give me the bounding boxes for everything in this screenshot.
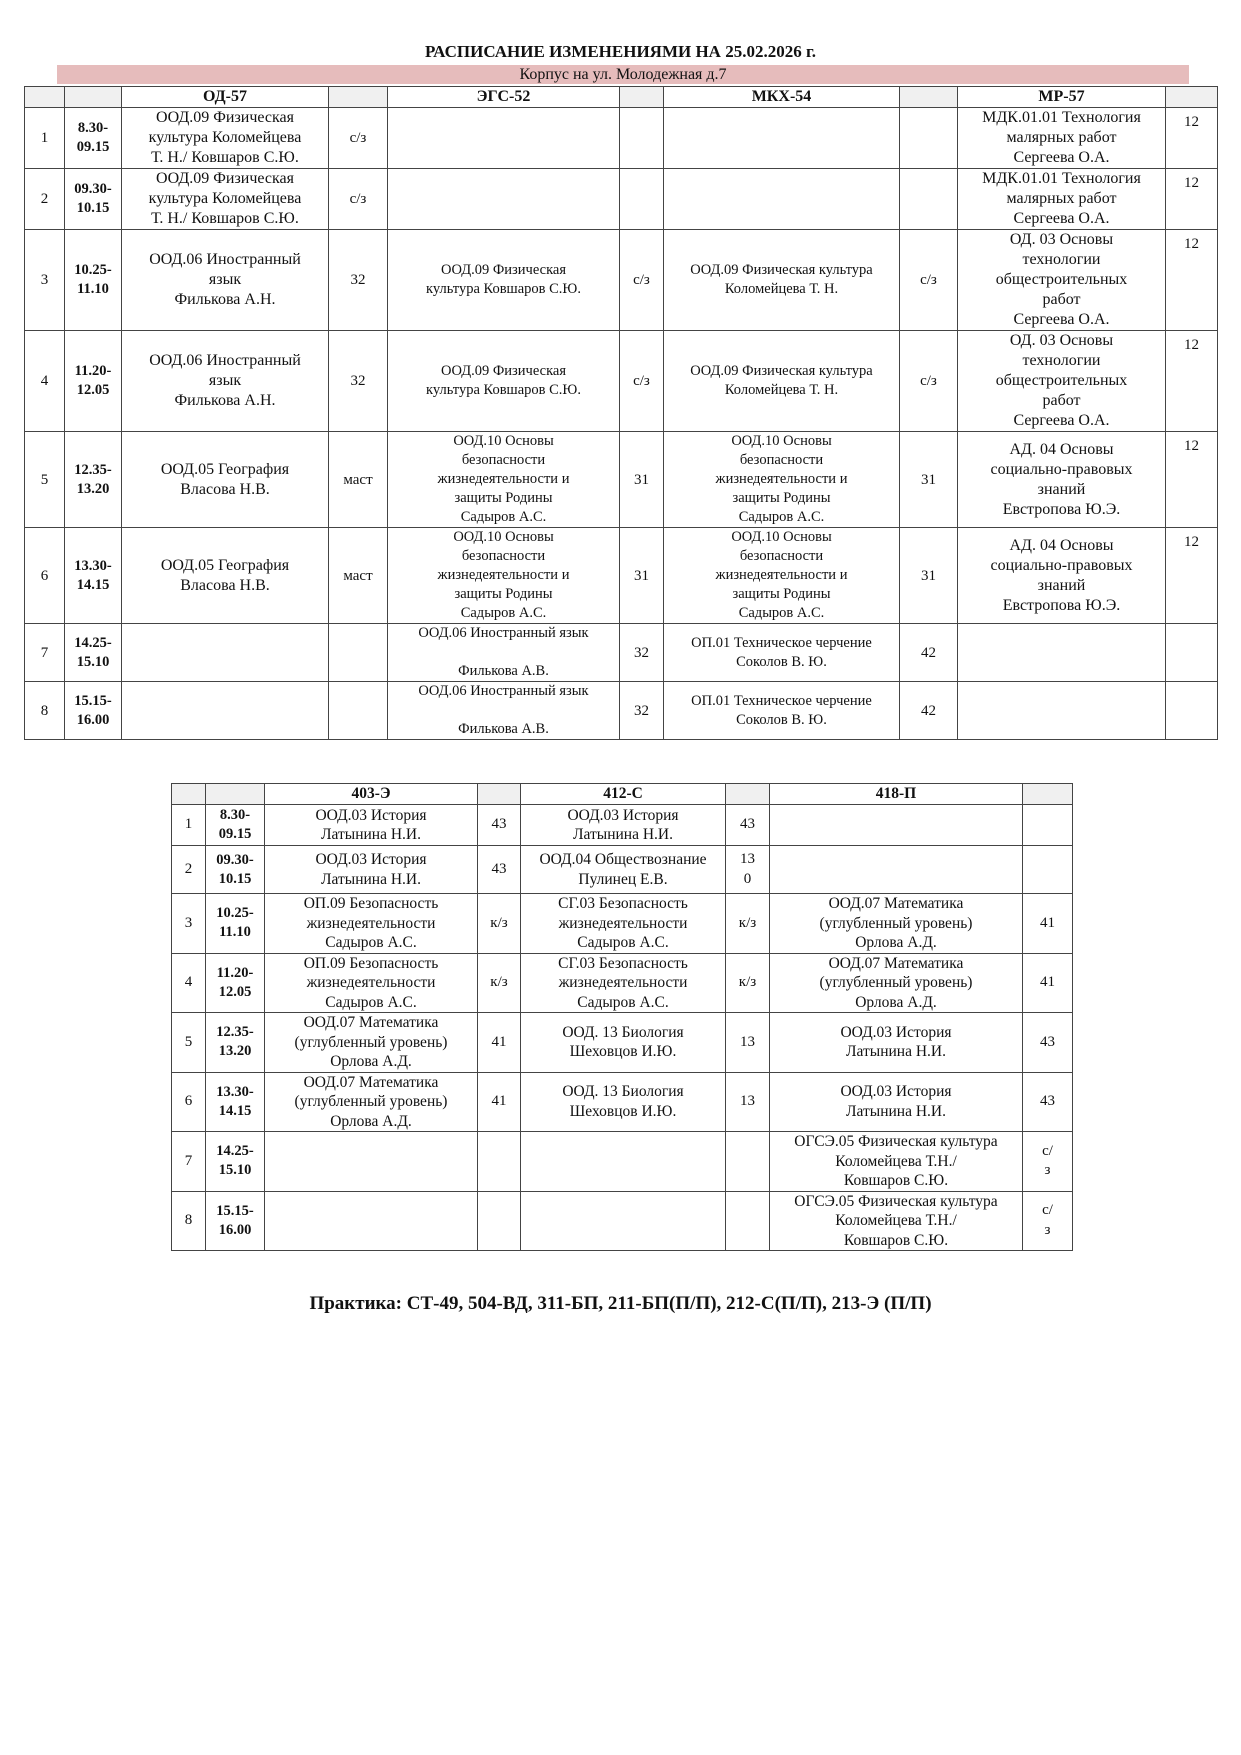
- subject-cell: ООД.05 География Власова Н.В.: [122, 528, 329, 624]
- subject-cell: ООД.09 Физическая культура Коломейцева Т. Н./ Ковшаров С.Ю.: [122, 108, 329, 169]
- subject-cell: ООД.03 История Латынина Н.И.: [770, 1013, 1023, 1073]
- lesson-number: 4: [172, 953, 206, 1013]
- room-cell: 31: [900, 528, 958, 624]
- subject-cell: ООД.09 Физическая культура Коломейцева Т. Н.: [664, 230, 900, 331]
- subject-cell: ООД.09 Физическая культура Коломейцева Т. Н.: [664, 331, 900, 432]
- subject-cell: [770, 846, 1023, 894]
- lesson-number: 4: [25, 331, 65, 432]
- subject-cell: ООД.07 Математика (углубленный уровень) Орлова А.Д.: [770, 894, 1023, 954]
- group-header: 418-П: [770, 784, 1023, 805]
- group-header: 412-С: [521, 784, 726, 805]
- subject-cell: [770, 805, 1023, 846]
- room-cell: 12: [1166, 108, 1218, 169]
- room-cell: 32: [620, 624, 664, 682]
- subject-cell: ОГСЭ.05 Физическая культура Коломейцева Т.Н./ Ковшаров С.Ю.: [770, 1132, 1023, 1192]
- room-cell: 12: [1166, 169, 1218, 230]
- room-cell: с/з: [620, 230, 664, 331]
- room-cell: маст: [329, 432, 388, 528]
- subject-cell: ООД.06 Иностранный язык Филькова А.В.: [388, 624, 620, 682]
- room-cell: 43: [726, 805, 770, 846]
- room-header: [1166, 87, 1218, 108]
- room-cell: 32: [329, 331, 388, 432]
- lesson-number: 8: [172, 1191, 206, 1251]
- subject-cell: АД. 04 Основы социально-правовых знаний Евстропова Ю.Э.: [958, 432, 1166, 528]
- room-cell: 43: [1023, 1072, 1073, 1132]
- table-row: [25, 230, 1218, 331]
- subject-cell: ОП.09 Безопасность жизнедеятельности Садыров А.С.: [265, 894, 478, 954]
- lesson-number: 6: [172, 1072, 206, 1132]
- lesson-time: 15.15- 16.00: [206, 1191, 265, 1251]
- lesson-time: 13.30- 14.15: [65, 528, 122, 624]
- room-cell: [726, 1132, 770, 1192]
- lesson-time: 11.20- 12.05: [206, 953, 265, 1013]
- room-cell: [329, 682, 388, 740]
- subject-cell: [265, 1191, 478, 1251]
- group-header: МР-57: [958, 87, 1166, 108]
- subject-cell: ООД. 13 Биология Шеховцов И.Ю.: [521, 1072, 726, 1132]
- subject-cell: ООД.10 Основы безопасности жизнедеятельности и защиты Родины Садыров А.С.: [664, 432, 900, 528]
- room-cell: [1166, 682, 1218, 740]
- subject-cell: ООД.09 Физическая культура Коломейцева Т. Н./ Ковшаров С.Ю.: [122, 169, 329, 230]
- lesson-number: 2: [25, 169, 65, 230]
- room-cell: [620, 108, 664, 169]
- room-cell: с/з: [329, 108, 388, 169]
- subject-cell: [265, 1132, 478, 1192]
- room-cell: [478, 1132, 521, 1192]
- room-cell: 31: [900, 432, 958, 528]
- subject-cell: [521, 1132, 726, 1192]
- room-cell: 43: [478, 805, 521, 846]
- subject-cell: [388, 108, 620, 169]
- room-cell: [329, 624, 388, 682]
- lesson-number: 8: [25, 682, 65, 740]
- lesson-time: 10.25- 11.10: [65, 230, 122, 331]
- subject-cell: ОД. 03 Основы технологии общестроительных работ Сергеева О.А.: [958, 230, 1166, 331]
- lesson-time: 15.15- 16.00: [65, 682, 122, 740]
- lesson-number: 5: [25, 432, 65, 528]
- table-row: [172, 953, 1073, 1013]
- room-header: [726, 784, 770, 805]
- subject-cell: [664, 108, 900, 169]
- subject-cell: ОГСЭ.05 Физическая культура Коломейцева Т.Н./ Ковшаров С.Ю.: [770, 1191, 1023, 1251]
- lesson-number: 7: [25, 624, 65, 682]
- subject-cell: ОП.09 Безопасность жизнедеятельности Садыров А.С.: [265, 953, 478, 1013]
- table-row: [172, 1013, 1073, 1073]
- room-cell: 12: [1166, 331, 1218, 432]
- table-row: [25, 682, 1218, 740]
- table-row: [25, 331, 1218, 432]
- page-title: РАСПИСАНИЕ ИЗМЕНЕНИЯМИ НА 25.02.2026 г.: [424, 42, 817, 61]
- subject-cell: АД. 04 Основы социально-правовых знаний Евстропова Ю.Э.: [958, 528, 1166, 624]
- header-time: [206, 784, 265, 805]
- schedule-table-main: [24, 86, 1218, 740]
- table-row: [25, 624, 1218, 682]
- subject-cell: ООД.03 История Латынина Н.И.: [521, 805, 726, 846]
- lesson-time: 8.30- 09.15: [65, 108, 122, 169]
- campus-banner: Корпус на ул. Молодежная д.7: [57, 65, 1189, 84]
- room-header: [900, 87, 958, 108]
- table-row: [172, 805, 1073, 846]
- table-row: [25, 169, 1218, 230]
- subject-cell: ООД.03 История Латынина Н.И.: [770, 1072, 1023, 1132]
- subject-cell: ООД.10 Основы безопасности жизнедеятельности и защиты Родины Садыров А.С.: [388, 528, 620, 624]
- room-cell: 41: [1023, 953, 1073, 1013]
- lesson-number: 2: [172, 846, 206, 894]
- subject-cell: ОД. 03 Основы технологии общестроительных работ Сергеева О.А.: [958, 331, 1166, 432]
- room-cell: к/з: [478, 953, 521, 1013]
- room-cell: 41: [1023, 894, 1073, 954]
- lesson-number: 3: [172, 894, 206, 954]
- lesson-time: 12.35- 13.20: [206, 1013, 265, 1073]
- subject-cell: МДК.01.01 Технология малярных работ Сергеева О.А.: [958, 108, 1166, 169]
- subject-cell: ООД.07 Математика (углубленный уровень) Орлова А.Д.: [770, 953, 1023, 1013]
- lesson-time: 14.25- 15.10: [206, 1132, 265, 1192]
- lesson-number: 7: [172, 1132, 206, 1192]
- table-header-row: [25, 87, 1218, 108]
- room-cell: с/з: [620, 331, 664, 432]
- room-cell: с/з: [329, 169, 388, 230]
- room-cell: [1023, 846, 1073, 894]
- lesson-time: 10.25- 11.10: [206, 894, 265, 954]
- subject-cell: [521, 1191, 726, 1251]
- room-cell: 13: [726, 1013, 770, 1073]
- subject-cell: [664, 169, 900, 230]
- room-cell: 12: [1166, 230, 1218, 331]
- room-cell: 31: [620, 432, 664, 528]
- room-cell: 12: [1166, 528, 1218, 624]
- header-num: [25, 87, 65, 108]
- subject-cell: СГ.03 Безопасность жизнедеятельности Садыров А.С.: [521, 953, 726, 1013]
- room-header: [1023, 784, 1073, 805]
- subject-cell: ООД.07 Математика (углубленный уровень) Орлова А.Д.: [265, 1013, 478, 1073]
- group-header: ОД-57: [122, 87, 329, 108]
- lesson-number: 3: [25, 230, 65, 331]
- subject-cell: ООД.07 Математика (углубленный уровень) Орлова А.Д.: [265, 1072, 478, 1132]
- table-row: [25, 432, 1218, 528]
- subject-cell: ООД.05 География Власова Н.В.: [122, 432, 329, 528]
- subject-cell: [388, 169, 620, 230]
- subject-cell: ООД.10 Основы безопасности жизнедеятельности и защиты Родины Садыров А.С.: [388, 432, 620, 528]
- table-row: [172, 894, 1073, 954]
- room-header: [478, 784, 521, 805]
- subject-cell: МДК.01.01 Технология малярных работ Сергеева О.А.: [958, 169, 1166, 230]
- lesson-time: 12.35- 13.20: [65, 432, 122, 528]
- table-row: [172, 1072, 1073, 1132]
- room-cell: маст: [329, 528, 388, 624]
- room-cell: [726, 1191, 770, 1251]
- group-header: 403-Э: [265, 784, 478, 805]
- subject-cell: ООД.03 История Латынина Н.И.: [265, 805, 478, 846]
- subject-cell: ООД. 13 Биология Шеховцов И.Ю.: [521, 1013, 726, 1073]
- room-cell: 42: [900, 624, 958, 682]
- room-cell: к/з: [726, 894, 770, 954]
- table-row: [172, 846, 1073, 894]
- subject-cell: ОП.01 Техническое черчение Соколов В. Ю.: [664, 682, 900, 740]
- subject-cell: ООД.10 Основы безопасности жизнедеятельности и защиты Родины Садыров А.С.: [664, 528, 900, 624]
- table-row: [25, 108, 1218, 169]
- room-header: [620, 87, 664, 108]
- lesson-number: 1: [172, 805, 206, 846]
- room-cell: 32: [620, 682, 664, 740]
- room-cell: с/з: [900, 230, 958, 331]
- subject-cell: [122, 624, 329, 682]
- subject-cell: [122, 682, 329, 740]
- lesson-number: 1: [25, 108, 65, 169]
- room-cell: [900, 108, 958, 169]
- table-row: [172, 1132, 1073, 1192]
- room-cell: [1166, 624, 1218, 682]
- room-cell: [620, 169, 664, 230]
- lesson-time: 11.20- 12.05: [65, 331, 122, 432]
- table-header-row: [172, 784, 1073, 805]
- room-cell: [1023, 805, 1073, 846]
- subject-cell: ОП.01 Техническое черчение Соколов В. Ю.: [664, 624, 900, 682]
- room-cell: 43: [478, 846, 521, 894]
- subject-cell: ООД.06 Иностранный язык Филькова А.Н.: [122, 230, 329, 331]
- lesson-time: 09.30- 10.15: [206, 846, 265, 894]
- room-cell: с/ з: [1023, 1191, 1073, 1251]
- room-cell: 13 0: [726, 846, 770, 894]
- room-cell: 43: [1023, 1013, 1073, 1073]
- room-cell: 41: [478, 1072, 521, 1132]
- subject-cell: ООД.09 Физическая культура Ковшаров С.Ю.: [388, 331, 620, 432]
- subject-cell: ООД.03 История Латынина Н.И.: [265, 846, 478, 894]
- header-num: [172, 784, 206, 805]
- lesson-number: 5: [172, 1013, 206, 1073]
- subject-cell: [958, 624, 1166, 682]
- group-header: МКХ-54: [664, 87, 900, 108]
- header-time: [65, 87, 122, 108]
- subject-cell: СГ.03 Безопасность жизнедеятельности Садыров А.С.: [521, 894, 726, 954]
- subject-cell: ООД.06 Иностранный язык Филькова А.В.: [388, 682, 620, 740]
- lesson-time: 13.30- 14.15: [206, 1072, 265, 1132]
- subject-cell: ООД.06 Иностранный язык Филькова А.Н.: [122, 331, 329, 432]
- room-cell: к/з: [726, 953, 770, 1013]
- room-cell: 12: [1166, 432, 1218, 528]
- lesson-number: 6: [25, 528, 65, 624]
- subject-cell: ООД.04 Обществознание Пулинец Е.В.: [521, 846, 726, 894]
- room-cell: [900, 169, 958, 230]
- room-cell: 32: [329, 230, 388, 331]
- lesson-time: 8.30- 09.15: [206, 805, 265, 846]
- room-cell: 41: [478, 1013, 521, 1073]
- room-cell: с/ з: [1023, 1132, 1073, 1192]
- room-cell: [478, 1191, 521, 1251]
- room-cell: 42: [900, 682, 958, 740]
- group-header: ЭГС-52: [388, 87, 620, 108]
- room-cell: с/з: [900, 331, 958, 432]
- practice-note: Практика: СТ-49, 504-ВД, 311-БП, 211-БП(П/П), 212-С(П/П), 213-Э (П/П): [309, 1293, 932, 1314]
- room-cell: 31: [620, 528, 664, 624]
- table-row: [25, 528, 1218, 624]
- room-cell: к/з: [478, 894, 521, 954]
- room-header: [329, 87, 388, 108]
- lesson-time: 09.30- 10.15: [65, 169, 122, 230]
- lesson-time: 14.25- 15.10: [65, 624, 122, 682]
- room-cell: 13: [726, 1072, 770, 1132]
- schedule-table-secondary: [171, 783, 1073, 1251]
- table-row: [172, 1191, 1073, 1251]
- subject-cell: ООД.09 Физическая культура Ковшаров С.Ю.: [388, 230, 620, 331]
- subject-cell: [958, 682, 1166, 740]
